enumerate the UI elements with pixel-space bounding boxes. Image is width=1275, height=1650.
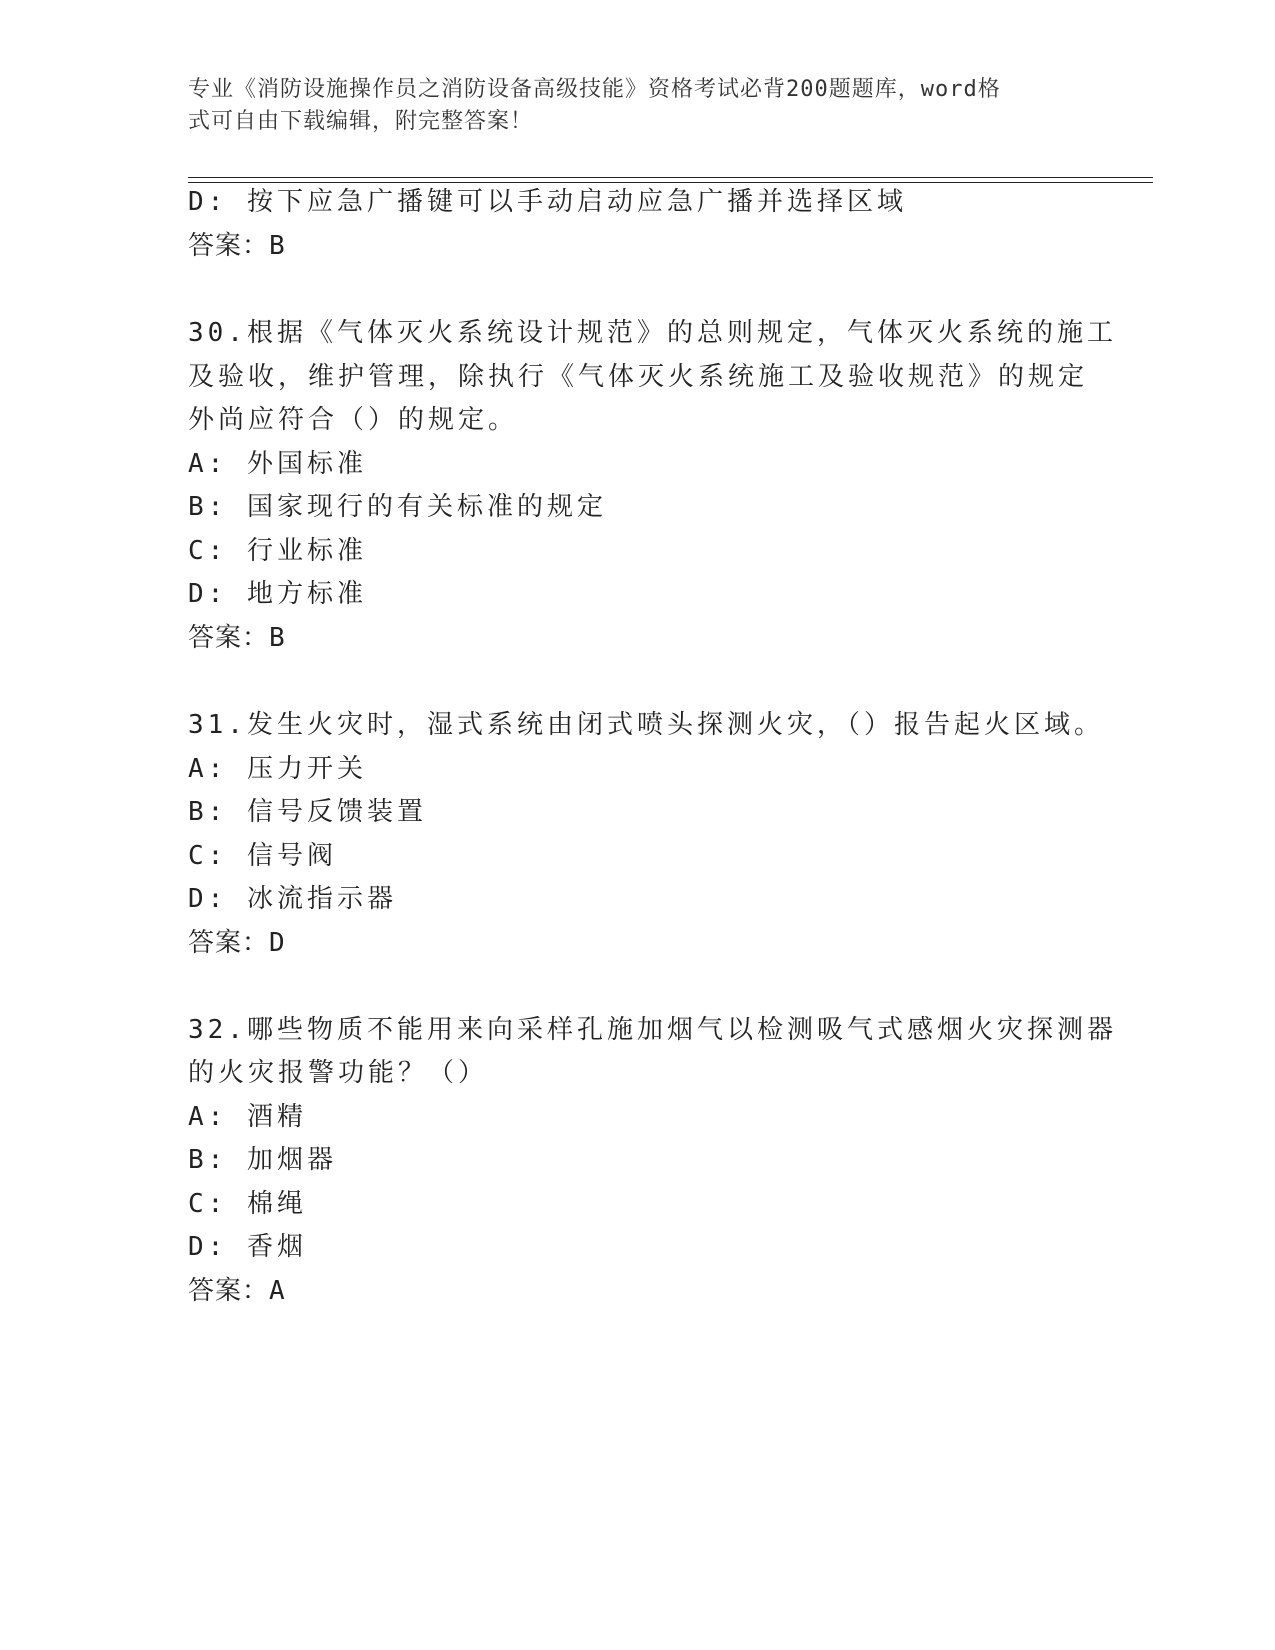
answer-value: D <box>269 928 286 958</box>
q32-stem-line-2: 的火灾报警功能？（） <box>188 1058 489 1088</box>
q30-answer <box>188 622 286 654</box>
document-header <box>188 74 1068 138</box>
prev-option-d: D: 按下应急广播键可以手动启动应急广播并选择区域 <box>188 187 907 217</box>
q30-stem-line-2: 及验收，维护管理，除执行《气体灭火系统施工及验收规范》的规定 <box>188 362 1089 392</box>
q31-option-b: B: 信号反馈装置 <box>188 797 427 827</box>
q31-option-c: C: 信号阀 <box>188 841 337 871</box>
q32-option-d: D: 香烟 <box>188 1232 307 1262</box>
header-line-2: 式可自由下载编辑，附完整答案！ <box>188 109 534 134</box>
answer-label: 答案： <box>188 231 270 261</box>
q32-option-a: A: 酒精 <box>188 1102 307 1132</box>
prev-answer <box>188 230 286 262</box>
header-divider-top <box>188 177 1153 178</box>
answer-label: 答案： <box>188 1276 270 1306</box>
q30-option-d: D: 地方标准 <box>188 579 367 609</box>
answer-label: 答案： <box>188 928 270 958</box>
q31-stem-line-1: 31.发生火灾时，湿式系统由闭式喷头探测火灾，（）报告起火区域。 <box>188 710 1104 740</box>
q30-option-a: A: 外国标准 <box>188 449 367 479</box>
q30-stem-line-3: 外尚应符合（）的规定。 <box>188 405 519 435</box>
q31-answer <box>188 927 286 959</box>
q30-stem-line-1: 30.根据《气体灭火系统设计规范》的总则规定，气体灭火系统的施工 <box>188 318 1117 348</box>
header-divider-bottom <box>188 182 1153 183</box>
q32-option-b: B: 加烟器 <box>188 1145 337 1175</box>
answer-value: B <box>269 623 286 653</box>
q32-answer <box>188 1275 286 1307</box>
q31-option-d: D: 冰流指示器 <box>188 884 397 914</box>
q30-option-c: C: 行业标准 <box>188 536 367 566</box>
q31-option-a: A: 压力开关 <box>188 754 367 784</box>
q32-option-c: C: 棉绳 <box>188 1189 307 1219</box>
q30-option-b: B: 国家现行的有关标准的规定 <box>188 492 607 522</box>
answer-value: B <box>269 231 286 261</box>
q32-stem-line-1: 32.哪些物质不能用来向采样孔施加烟气以检测吸气式感烟火灾探测器 <box>188 1015 1117 1045</box>
answer-label: 答案： <box>188 623 270 653</box>
header-line-1: 专业《消防设施操作员之消防设备高级技能》资格考试必背200题题库，word格 <box>188 77 1001 102</box>
answer-value: A <box>269 1276 286 1306</box>
